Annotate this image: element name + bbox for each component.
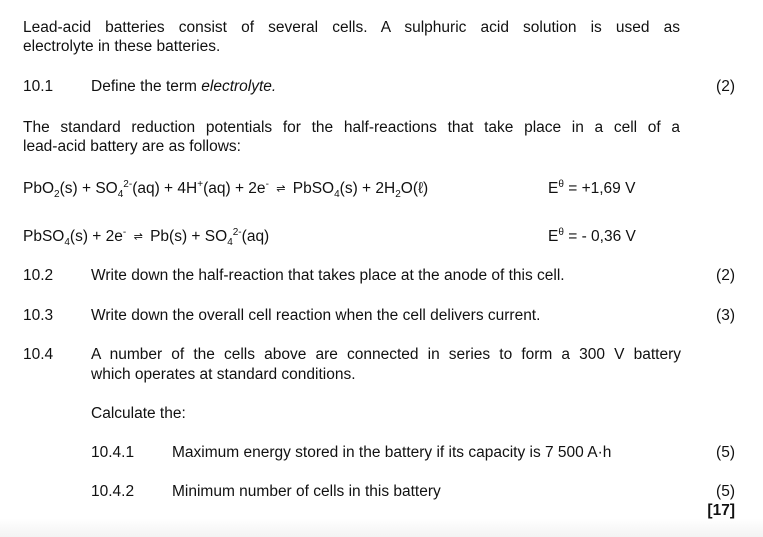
marks-10-3: (3) xyxy=(716,307,735,324)
intro-line-2: electrolyte in these batteries. xyxy=(23,38,221,55)
total-marks: [17] xyxy=(707,502,735,519)
marks-10-4-2: (5) xyxy=(716,483,735,500)
half-reaction-1-potential: $E^\theta = +1,69$ V xyxy=(548,179,636,197)
question-text-10-4-line-2: which operates at standard conditions. xyxy=(91,366,356,383)
question-text-10-1 xyxy=(91,78,276,96)
question-number-10-4-1: 10.4.1 xyxy=(91,444,135,461)
intro-paragraph xyxy=(23,18,680,56)
potentials-intro-paragraph xyxy=(23,118,680,156)
potentials-intro-line-1: The standard reduction potentials for the half-reactions that take place in a cell of a xyxy=(23,119,680,136)
half-reaction-2-equation: PbSO$_4$(s) + 2e- ⇌ $Pb(s) + SO_4^{2-}(aq)$ xyxy=(23,227,270,248)
term-electrolyte: electrolyte. xyxy=(201,78,277,95)
question-number-10-4-2: 10.4.2 xyxy=(91,483,135,500)
calculate-prompt: Calculate the: xyxy=(91,405,186,422)
question-text-10-4-1: Maximum energy stored in the battery if its capacity is 7 500 A·h xyxy=(172,444,612,461)
intro-line-1: Lead-acid batteries consist of several cells. A sulphuric acid solution is used as xyxy=(23,19,680,36)
question-number-10-2: 10.2 xyxy=(23,267,54,284)
question-text-10-4-2: Minimum number of cells in this battery xyxy=(172,483,441,500)
question-text-10-2: Write down the half-reaction that takes place at the anode of this cell. xyxy=(91,267,565,284)
question-text-10-1-pre: Define the term xyxy=(91,78,202,95)
marks-10-1: (2) xyxy=(716,78,735,95)
marks-10-4-1: (5) xyxy=(716,444,735,461)
question-number-10-4: 10.4 xyxy=(23,346,54,363)
half-reaction-2-potential: $E^\theta$ = - 0,36 V xyxy=(548,227,636,245)
question-text-10-4-line-1: A number of the cells above are connected in series to form a 300 V battery xyxy=(91,346,681,363)
half-reaction-1-equation: $PbO_2(s) + SO_4^{2-}(aq) + 4H^+(aq) + 2e^-$ ⇌ PbSO$_4$(s) + $2H_2O(\ell)$ xyxy=(23,179,429,200)
question-number-10-3: 10.3 xyxy=(23,307,54,324)
question-text-10-3: Write down the overall cell reaction when the cell delivers current. xyxy=(91,307,541,324)
page-bottom-shade xyxy=(0,519,763,537)
potentials-intro-line-2: lead-acid battery are as follows: xyxy=(23,138,241,155)
question-number-10-1: 10.1 xyxy=(23,78,54,95)
marks-10-2: (2) xyxy=(716,267,735,284)
